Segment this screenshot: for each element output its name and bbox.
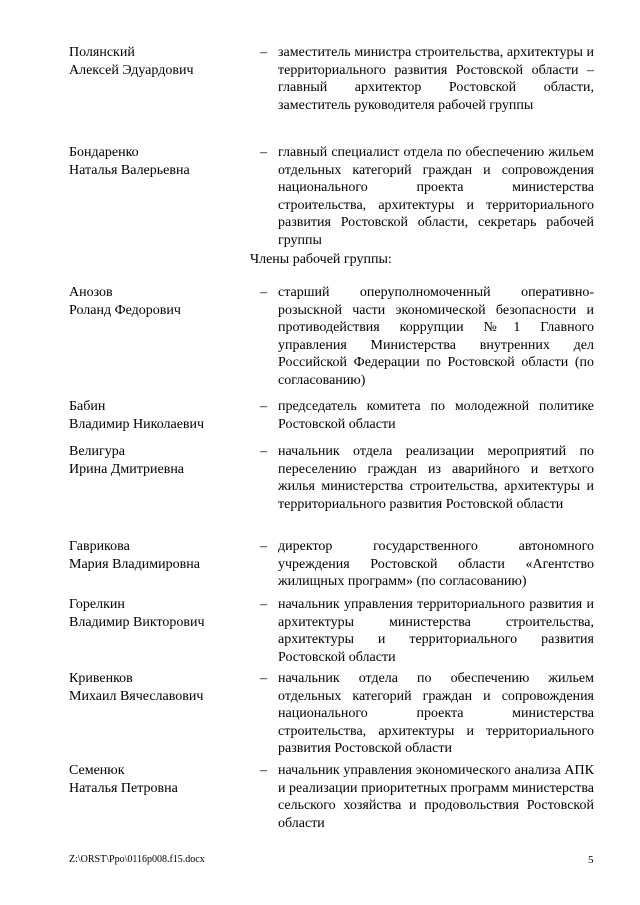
person-surname: Гаврикова — [69, 539, 130, 554]
person-surname: Кривенков — [69, 671, 133, 686]
person-role: заместитель министра строительства, архитектуры и территориального развития Ростовской области – главный архитектор Ростовской области, заместитель руководителя рабочей группы — [278, 45, 594, 113]
dash-separator: – — [260, 597, 267, 612]
person-role: начальник отдела реализации мероприятий по переселению граждан из аварийного и ветхого жилья министерства строительства, архитектуры и территориального развития Ростовской области — [278, 444, 594, 512]
person-surname: Велигура — [69, 444, 125, 459]
person-given-names: Владимир Викторович — [69, 614, 205, 630]
person-given-names: Роланд Федорович — [69, 302, 181, 318]
person-role: председатель комитета по молодежной политике Ростовской области — [278, 399, 594, 432]
person-surname: Полянский — [69, 45, 135, 60]
person-given-names: Наталья Валерьевна — [69, 162, 190, 178]
person-surname: Горелкин — [69, 597, 125, 612]
person-given-names: Наталья Петровна — [69, 780, 178, 796]
footer-file-path: Z:\ORST\Ppo\0116p008.f15.docx — [69, 854, 205, 865]
person-surname: Бабин — [69, 399, 106, 414]
person-role: главный специалист отдела по обеспечению жильем отдельных категорий граждан и сопровождения национального проекта министерства строительства, архитектуры и территориального развития Ростовской области, секретарь рабочей группы — [278, 145, 594, 248]
person-name — [69, 398, 259, 433]
person-given-names: Владимир Николаевич — [69, 416, 205, 432]
dash-separator: – — [260, 444, 267, 459]
person-role: директор государственного автономного учреждения Ростовской области «Агентство жилищных программ» (по согласованию) — [278, 539, 594, 589]
person-surname: Семенюк — [69, 763, 125, 778]
dash-separator: – — [260, 539, 267, 554]
person-given-names: Алексей Эдуардович — [69, 62, 194, 78]
person-name — [69, 284, 259, 319]
dash-separator: – — [260, 45, 267, 60]
dash-separator: – — [260, 285, 267, 300]
person-name — [69, 670, 259, 705]
person-name — [69, 762, 259, 797]
person-name — [69, 144, 259, 179]
section-heading: Члены рабочей группы: — [250, 252, 392, 267]
person-given-names: Ирина Дмитриевна — [69, 461, 185, 477]
person-role: начальник управления территориального развития и архитектуры министерства строительства, архитектуры и территориального развития Ростовской области — [278, 597, 594, 665]
person-role: старший оперуполномоченный оперативно-розыскной части экономической безопасности и противодействия коррупции №1 Главного управления Министерства внутренних дел Российской Федерации по Ростовской области (по согласованию) — [278, 285, 594, 388]
dash-separator: – — [260, 763, 267, 778]
dash-separator: – — [260, 671, 267, 686]
page-number: 5 — [588, 854, 594, 866]
dash-separator: – — [260, 145, 267, 160]
person-name — [69, 44, 259, 79]
person-name — [69, 538, 259, 573]
person-role: начальник управления экономического анализа АПК и реализации приоритетных программ министерства сельского хозяйства и продовольствия Ростовской области — [278, 763, 594, 831]
person-given-names: Мария Владимировна — [69, 556, 200, 572]
person-given-names: Михаил Вячеславович — [69, 688, 204, 704]
person-surname: Анозов — [69, 285, 113, 300]
person-name — [69, 443, 259, 478]
person-surname: Бондаренко — [69, 145, 139, 160]
dash-separator: – — [260, 399, 267, 414]
person-role: начальник отдела по обеспечению жильем отдельных категорий граждан и сопровождения национального проекта министерства строительства, архитектуры и территориального развития Ростовской области — [278, 671, 594, 756]
person-name — [69, 596, 259, 631]
